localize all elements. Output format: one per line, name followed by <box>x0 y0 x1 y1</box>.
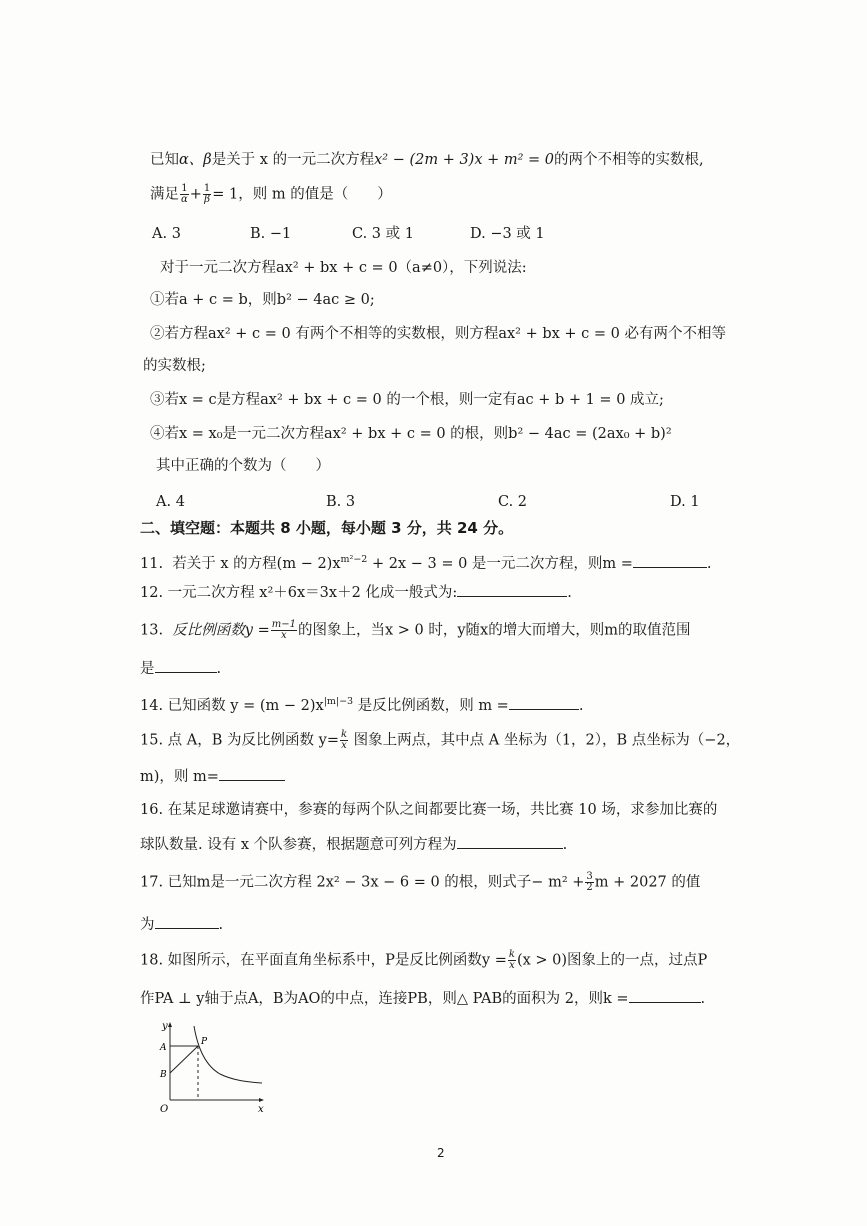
frac-den: x <box>281 630 287 641</box>
answer-blank[interactable] <box>629 988 701 1003</box>
frac-den: β <box>204 194 210 205</box>
q10-intro: 对于一元二次方程ax² + bx + c = 0（a≠0），下列说法: <box>160 260 527 276</box>
coordinate-figure <box>158 1020 270 1116</box>
label-a: A <box>160 1043 167 1053</box>
q14 <box>140 692 583 716</box>
period: . <box>562 837 568 853</box>
q9-frac2 <box>203 184 211 205</box>
q11-text-a: 若关于 x 的方程(m − 2)x <box>172 555 341 572</box>
frac-den: x <box>341 740 347 751</box>
q10-option-b: B. 3 <box>326 494 356 510</box>
period: . <box>706 555 712 572</box>
q10-statement-2b: 的实数根; <box>143 358 206 374</box>
q17-text-a: 已知m是一元二次方程 2x² − 3x − 6 = 0 的根，则式子− m² + <box>167 874 585 891</box>
question-number: 13. <box>140 622 164 639</box>
q9-line2 <box>150 184 392 205</box>
q17-frac <box>585 872 593 893</box>
label-y: y <box>162 1021 168 1032</box>
q17-text-b: m + 2027 的值 <box>594 874 701 891</box>
q9-line1 <box>150 150 704 170</box>
q11 <box>140 550 712 574</box>
q11-text-b: + 2x − 3 = 0 是一元二次方程，则m = <box>367 555 633 572</box>
q14-text-b: 是反比例函数，则 m = <box>353 697 509 714</box>
q9-line2-b: = 1，则 m 的值是（ ） <box>212 186 392 203</box>
q18-text-c: 作PA ⊥ y轴于点A，B为AO的中点，连接PB，则△ PAB的面积为 2，则k = <box>140 991 629 1007</box>
label-x: x <box>258 1104 264 1115</box>
q10-statement-1: ①若a + c = b，则b² − 4ac ≥ 0; <box>150 292 375 308</box>
q13-frac <box>271 620 297 641</box>
q15-line2 <box>140 766 285 787</box>
frac-num: k <box>508 949 515 960</box>
answer-blank[interactable] <box>457 582 567 597</box>
q10-option-a: A. 4 <box>156 494 185 510</box>
q12-text: 一元二次方程 x²＋6x＝3x＋2 化成一般式为: <box>167 585 458 601</box>
label-b: B <box>160 1070 167 1080</box>
q9-text-a: 已知 <box>150 152 179 168</box>
y-axis-arrow <box>168 1022 172 1027</box>
q9-option-a: A. 3 <box>152 226 181 242</box>
q9-option-b: B. −1 <box>250 226 292 242</box>
q17-line1 <box>140 872 700 893</box>
q13-line2 <box>140 658 221 679</box>
q15-text-b: 图象上两点，其中点 A 坐标为（1，2），B 点坐标为（−2， <box>349 732 741 749</box>
question-number: 16. <box>140 802 164 818</box>
period: . <box>216 661 222 677</box>
frac-den: x <box>509 960 515 971</box>
label-p: P <box>201 1037 208 1047</box>
q10-option-d: D. 1 <box>670 494 700 510</box>
answer-blank[interactable] <box>633 553 707 568</box>
q9-option-d: D. −3 或 1 <box>470 226 545 242</box>
q13-line1 <box>140 620 690 641</box>
q10-ask: 其中正确的个数为（ ） <box>156 458 330 474</box>
question-number: 18. <box>140 952 164 969</box>
q13-text-b: 的图象上，当x > 0 时，y随x的增大而增大，则m的取值范围 <box>297 622 691 639</box>
question-number: 17. <box>140 874 164 891</box>
frac-num: 1 <box>203 183 211 194</box>
q9-option-c: C. 3 或 1 <box>352 226 414 242</box>
q10-statement-4: ④若x = x₀是一元二次方程ax² + bx + c = 0 的根，则b² − 4ac = (2ax₀ + b)² <box>150 426 672 442</box>
q16-line2 <box>140 834 567 855</box>
frac-den: α <box>181 194 188 205</box>
frac-num: k <box>340 729 348 740</box>
q18-line2 <box>140 988 705 1009</box>
q9-greek: α、β <box>179 152 212 168</box>
q15-text-a: 点 A，B 为反比例函数 y= <box>167 732 339 749</box>
q10-statement-2a: ②若方程ax² + c = 0 有两个不相等的实数根，则方程ax² + bx + c = 0 必有两个不相等 <box>150 326 726 342</box>
answer-blank[interactable] <box>155 658 217 673</box>
period: . <box>578 697 584 714</box>
q9-text-c: 是关于 x 的一元二次方程 <box>211 152 375 168</box>
q15-frac <box>340 730 348 751</box>
answer-blank[interactable] <box>219 766 285 781</box>
q13-text-a: 反比例函数y = <box>172 622 270 639</box>
q9-equation: x² − (2m + 3)x + m² = 0 <box>374 152 555 168</box>
q10-statement-3: ③若x = c是方程ax² + bx + c = 0 的一个根，则一定有ac + b + 1 = 0 成立; <box>150 392 664 408</box>
page-number: 2 <box>437 1146 445 1160</box>
q9-line2-a: 满足 <box>150 186 179 203</box>
answer-blank[interactable] <box>509 695 579 710</box>
period: . <box>567 585 572 601</box>
q14-exponent: |m|−3 <box>323 696 354 707</box>
q10-option-c: C. 2 <box>498 494 528 510</box>
answer-blank[interactable] <box>457 834 563 849</box>
q15-text-c: m)，则 m= <box>140 769 219 785</box>
section-heading: 二、填空题：本题共 8 小题，每小题 3 分，共 24 分。 <box>140 519 514 537</box>
frac-num: m−1 <box>271 619 296 630</box>
hyperbola-curve <box>194 1026 262 1083</box>
question-number: 14. <box>140 697 164 714</box>
q17-line2 <box>140 914 223 935</box>
segment-pb <box>170 1046 198 1073</box>
q9-frac1 <box>180 184 189 205</box>
answer-blank[interactable] <box>155 914 219 929</box>
question-number: 15. <box>140 732 164 749</box>
q15-line1 <box>140 730 740 751</box>
q17-text-c: 为 <box>140 917 155 933</box>
q16-text-a: 在某足球邀请赛中，参赛的每两个队之间都要比赛一场，共比赛 10 场，求参加比赛的 <box>167 802 718 818</box>
q18-text-b: (x > 0)图象上的一点，过点P <box>516 952 708 969</box>
period: . <box>218 917 224 933</box>
question-number: 11. <box>140 555 164 572</box>
q13-text-c: 是 <box>140 661 155 677</box>
q16-line1 <box>140 800 717 820</box>
q18-line1 <box>140 950 707 971</box>
q11-exponent: m²−2 <box>340 554 368 565</box>
frac-num: 1 <box>181 183 188 194</box>
frac-den: 2 <box>586 882 593 893</box>
q18-frac <box>508 950 516 971</box>
plus-sign: + <box>189 186 202 203</box>
label-o: O <box>160 1104 169 1115</box>
question-number: 12. <box>140 585 164 601</box>
q14-text-a: 已知函数 y = (m − 2)x <box>167 697 324 714</box>
q9-text-d: 的两个不相等的实数根, <box>554 152 704 168</box>
frac-num: 3 <box>586 871 593 882</box>
period: . <box>700 991 706 1007</box>
q18-text-a: 如图所示，在平面直角坐标系中，P是反比例函数y = <box>167 952 507 969</box>
q12 <box>140 582 572 603</box>
q16-text-b: 球队数量. 设有 x 个队参赛，根据题意可列方程为 <box>140 837 457 853</box>
x-axis-arrow <box>259 1098 264 1102</box>
